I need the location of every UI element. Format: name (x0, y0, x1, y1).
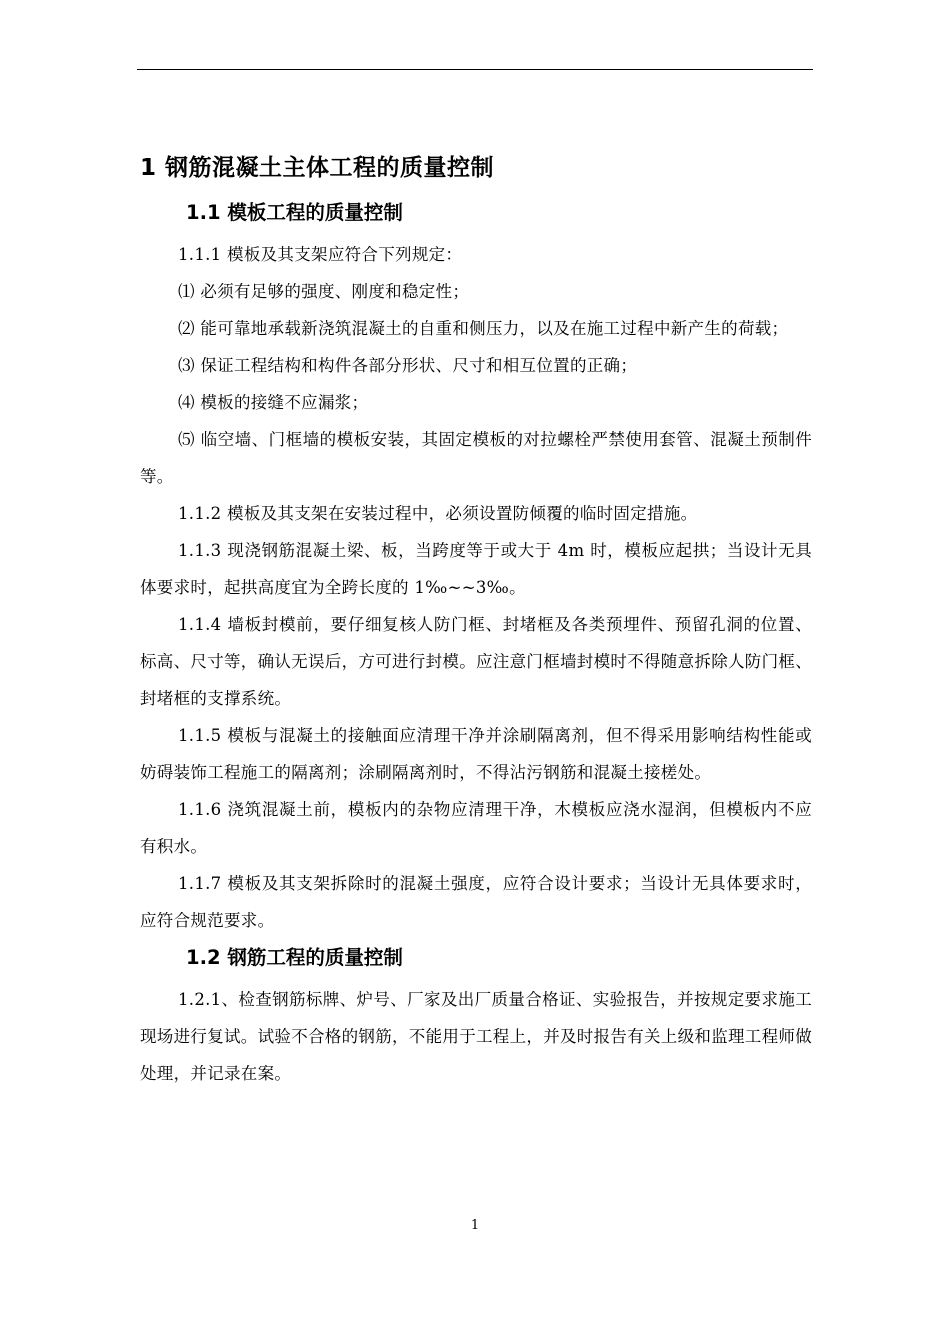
paragraph: 1.2.1、检查钢筋标牌、炉号、厂家及出厂质量合格证、实验报告，并按规定要求施工现场进行复试。试验不合格的钢筋，不能用于工程上，并及时报告有关上级和监理工程师做处理，并记录在案。 (140, 990, 812, 1083)
page-content (140, 150, 812, 1092)
section-1-1-title: 1.1 模板工程的质量控制 (186, 201, 403, 224)
paragraph: 1.1.7 模板及其支架拆除时的混凝土强度，应符合设计要求；当设计无具体要求时，应符合规范要求。 (140, 874, 812, 930)
paragraph: 1.1.4 墙板封模前，要仔细复核人防门框、封堵框及各类预埋件、预留孔洞的位置、标高、尺寸等，确认无误后，方可进行封模。应注意门框墙封模时不得随意拆除人防门框、封堵框的支撑系统。 (140, 615, 812, 708)
section-1-2-title: 1.2 钢筋工程的质量控制 (186, 946, 403, 969)
paragraph: ⑵ 能可靠地承载新浇筑混凝土的自重和侧压力，以及在施工过程中新产生的荷载； (178, 319, 789, 338)
paragraph: 1.1.1 模板及其支架应符合下列规定： (178, 245, 463, 264)
paragraph: ⑶ 保证工程结构和构件各部分形状、尺寸和相互位置的正确； (178, 356, 638, 375)
paragraph: 1.1.3 现浇钢筋混凝土梁、板，当跨度等于或大于 4m 时，模板应起拱；当设计无具体要求时，起拱高度宜为全跨长度的 1‰~~3‰。 (140, 541, 812, 597)
heading-1: 1 钢筋混凝土主体工程的质量控制 (140, 155, 495, 181)
paragraph: 1.1.6 浇筑混凝土前，模板内的杂物应清理干净，木模板应浇水湿润，但模板内不应有积水。 (140, 800, 812, 856)
paragraph: ⑷ 模板的接缝不应漏浆； (178, 393, 369, 412)
page-number: 1 (470, 1218, 480, 1233)
paragraph: ⑴ 必须有足够的强度、刚度和稳定性； (178, 282, 470, 301)
paragraph: 1.1.2 模板及其支架在安装过程中，必须设置防倾覆的临时固定措施。 (178, 504, 698, 523)
paragraph: ⑸ 临空墙、门框墙的模板安装，其固定模板的对拉螺栓严禁使用套管、混凝土预制件等。 (140, 430, 812, 486)
header-rule (137, 69, 813, 70)
paragraph: 1.1.5 模板与混凝土的接触面应清理干净并涂刷隔离剂，但不得采用影响结构性能或妨碍装饰工程施工的隔离剂；涂刷隔离剂时，不得沾污钢筋和混凝土接槎处。 (140, 726, 812, 782)
